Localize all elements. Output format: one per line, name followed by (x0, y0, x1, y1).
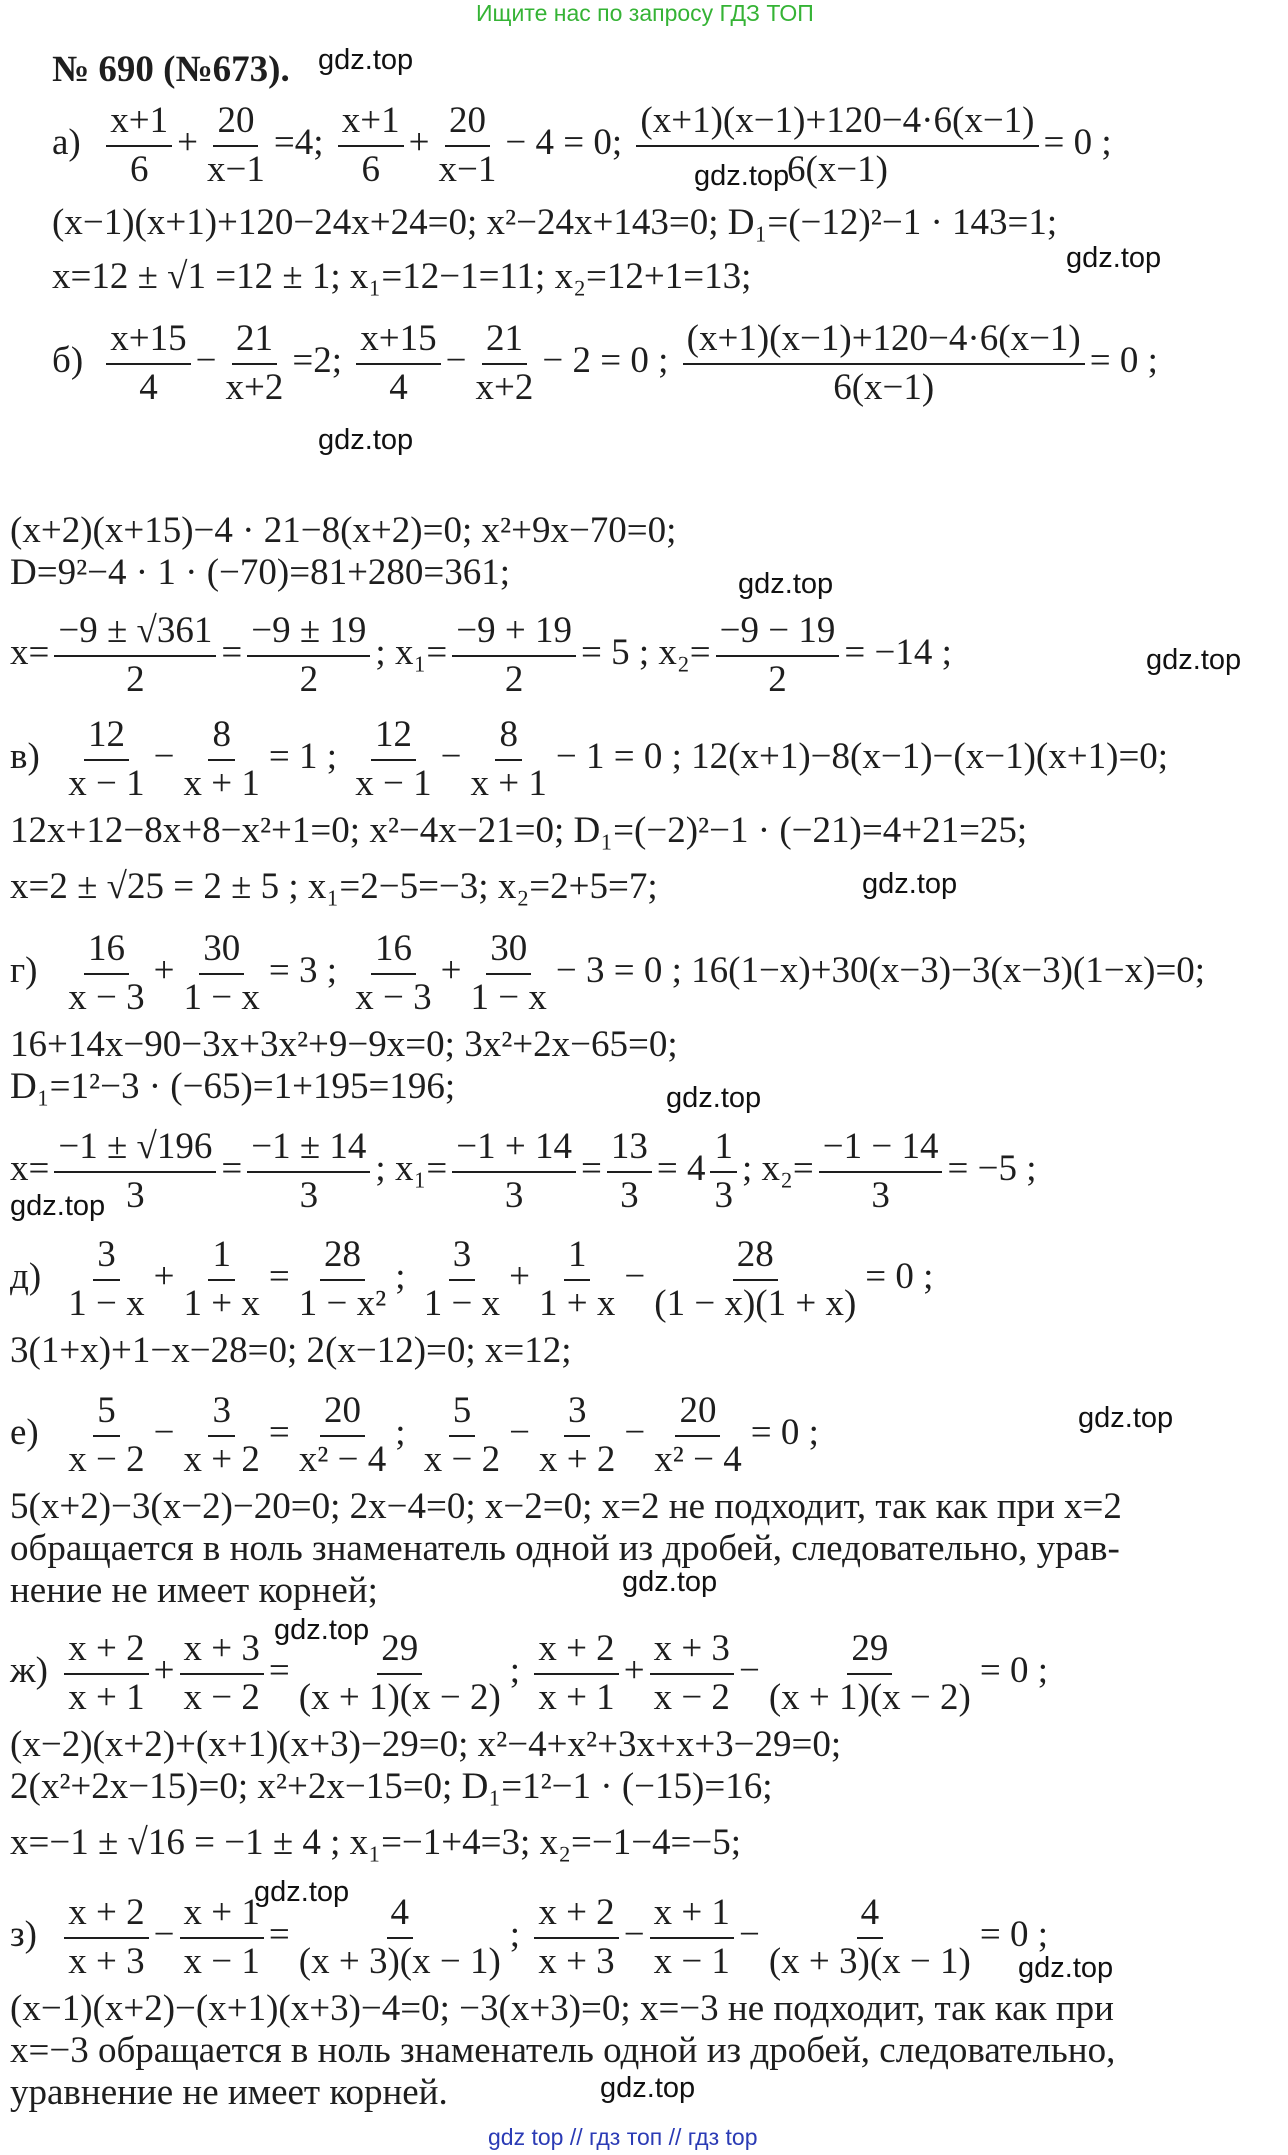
fraction: $\frac{-9 \pm √361}{2}$ (54, 610, 216, 701)
part-e-equation: е) $\frac{5}{x - 2}$ − $\frac{3}{x + 2}$ = $\frac{20}{\text{x² − 4}}$ ; $\frac{5}{x - 2}$ − $\frac{3}{x + 2}$ − $\frac{20}{\text{x² − 4}}$ = 0 ; (10, 1390, 819, 1480)
fraction: $\frac{3}{x + 2}$ (539, 1390, 616, 1480)
solution-line: D=9²−4 · 1 · (−70)=81+280=361; (10, 552, 511, 593)
fraction: $\frac{-9 - 19}{2}$ (716, 610, 840, 701)
part-label: а) (52, 122, 81, 164)
fraction: $\frac{(x+1)(x-1)+120-4\cdot 6(x-1)}{6(x-1)}$ (683, 318, 1085, 409)
part-label: ж) (10, 1650, 48, 1692)
solution-line: x=2 ± √25 = 2 ± 5 ; x₁=2−5=−3; x₂=2+5=7; (10, 866, 658, 907)
fraction: $\frac{x + 1}{x - 1}$ (650, 1892, 734, 1983)
fraction: $\frac{x+1}{6}$ (106, 100, 172, 191)
watermark: gdz.top (1078, 1402, 1174, 1434)
fraction: $\frac{30}{1 - x}$ (470, 928, 547, 1018)
fraction: $\frac{20}{x-1}$ (438, 100, 497, 190)
solution-line: (x−2)(x+2)+(x+1)(x+3)−29=0; x²−4+x²+3x+x+3−29=0; (10, 1724, 842, 1765)
solution-line: (x−1)(x+2)−(x+1)(x+3)−4=0; −3(x+3)=0; x=−3 не подходит, так как при (10, 1988, 1114, 2029)
solution-line: 5(x+2)−3(x−2)−20=0; 2x−4=0; x−2=0; x=2 не подходит, так как при x=2 (10, 1486, 1122, 1527)
fraction: $\frac{20}{x-1}$ (207, 100, 265, 190)
solution-line: нение не имеет корней; (10, 1570, 378, 1611)
fraction: $\frac{30}{1 - x}$ (183, 928, 260, 1018)
watermark: gdz.top (1018, 1952, 1114, 1984)
solution-line: (x+2)(x+15)−4 · 21−8(x+2)=0; x²+9x−70=0; (10, 510, 677, 551)
fraction: $\frac{-1 - 14}{3}$ (819, 1126, 943, 1217)
fraction: $\frac{28}{\text{1 − x²}}$ (298, 1234, 387, 1324)
fraction: $\frac{(x+1)(x-1)+120-4\cdot 6(x-1)}{6(x-1)}$ (636, 100, 1038, 191)
fraction: $\frac{4}{(x + 3)(x - 1)}$ (768, 1892, 971, 1982)
watermark: gdz.top (1146, 644, 1242, 676)
fraction: $\frac{x + 2}{x + 1}$ (64, 1628, 148, 1719)
fraction: $\frac{20}{\text{x² − 4}}$ (654, 1390, 742, 1480)
watermark: gdz.top (274, 1614, 370, 1646)
watermark: gdz.top (254, 1876, 350, 1908)
search-banner: Ищите нас по запросу ГДЗ ТОП (476, 0, 814, 26)
watermark: gdz.top (622, 1566, 718, 1598)
part-label: д) (10, 1256, 42, 1298)
fraction: $\frac{3}{1 - x}$ (423, 1234, 501, 1324)
fraction: $\frac{1}{1 + x}$ (183, 1234, 260, 1324)
solution-line: x=−1 ± √16 = −1 ± 4 ; x₁=−1+4=3; x₂=−1−4=−5; (10, 1822, 742, 1863)
part-z-equation: з) $\frac{x + 2}{x + 3}$ − $\frac{x + 1}{x - 1}$ = $\frac{4}{(x + 3)(x - 1)}$ ; $\frac{x + 2}{x + 3}$ − $\frac{x + 1}{x - 1}$ − $\frac{4}{(x + 3)(x - 1)}$ = 0 ; (10, 1892, 1048, 1982)
fraction: $\frac{5}{x - 2}$ (68, 1390, 145, 1480)
fraction: $\frac{29}{(x + 1)(x - 2)}$ (298, 1628, 501, 1718)
solution-line: 3(1+x)+1−x−28=0; 2(x−12)=0; x=12; (10, 1330, 572, 1371)
fraction: $\frac{16}{x - 3}$ (68, 928, 145, 1018)
fraction: $\frac{8}{x + 1}$ (470, 714, 547, 804)
fraction: $\frac{28}{(1 - x)(1 + x)}$ (654, 1234, 857, 1324)
solution-line: x=12 ± √1 =12 ± 1; x₁=12−1=11; x₂=12+1=13; (52, 256, 752, 297)
part-b-equation: б) $\frac{x+15}{4}$ − $\frac{21}{x+2}$ =2; $\frac{x+15}{4}$ − $\frac{21}{x+2}$ − 2 = 0 ; $\frac{(x+1)(x-1)+120-4\cdot 6(x-1)}{6(x-1)}$ = 0 ; (52, 318, 1158, 408)
fraction: $\frac{-1 + 14}{3}$ (452, 1126, 576, 1217)
fraction: $\frac{21}{x+2}$ (475, 318, 534, 408)
fraction: $\frac{3}{1 - x}$ (68, 1234, 145, 1324)
fraction: $\frac{x + 2}{x + 3}$ (64, 1892, 148, 1983)
part-label: з) (10, 1914, 37, 1956)
watermark: gdz.top (738, 568, 834, 600)
part-label: б) (52, 340, 84, 382)
fraction: $\frac{x+15}{4}$ (106, 318, 190, 409)
watermark: gdz.top (694, 160, 790, 192)
fraction: $\frac{8}{x + 1}$ (183, 714, 260, 804)
fraction: $\frac{x + 3}{x - 2}$ (180, 1628, 264, 1719)
part-a-equation: а) $\frac{x+1}{6}$ + $\frac{20}{x-1}$ =4; $\frac{x+1}{6}$ + $\frac{20}{x-1}$ − 4 = 0; $\frac{(x+1)(x-1)+120-4\cdot 6(x-1)}{6(x-1)}$ = 0 ; (52, 100, 1112, 190)
watermark: gdz.top (318, 44, 414, 76)
watermark: gdz.top (666, 1082, 762, 1114)
fraction: $\frac{21}{x+2}$ (225, 318, 284, 408)
fraction: $\frac{12}{x - 1}$ (68, 714, 145, 804)
fraction: $\frac{13}{3}$ (607, 1126, 652, 1217)
fraction: $\frac{-1 \pm 14}{3}$ (247, 1126, 370, 1217)
fraction: $\frac{3}{x + 2}$ (183, 1390, 260, 1480)
fraction: $\frac{x+15}{4}$ (356, 318, 440, 409)
fraction: $\frac{29}{(x + 1)(x - 2)}$ (768, 1628, 971, 1718)
footer-links: gdz top // гдз топ // гдз top (488, 2124, 758, 2150)
fraction: $\frac{4}{(x + 3)(x - 1)}$ (298, 1892, 501, 1982)
solution-line: x= $\frac{-9 \pm √361}{2}$ = $\frac{-9 \pm 19}{2}$ ; x₁= $\frac{-9 + 19}{2}$ = 5 ; x₂= $\frac{-9 - 19}{2}$ = −14 ; (10, 610, 952, 700)
part-v-equation: в) $\frac{12}{x - 1}$ − $\frac{8}{x + 1}$ = 1 ; $\frac{12}{x - 1}$ − $\frac{8}{x + 1}$ − 1 = 0 ; 12(x+1)−8(x−1)−(x−1)(x+1)=0; (10, 714, 1169, 804)
fraction: $\frac{5}{x - 2}$ (423, 1390, 501, 1480)
problem-title: № 690 (№673). (52, 49, 290, 90)
solution-line: уравнение не имеет корней. (10, 2072, 448, 2113)
solution-line: 2(x²+2x−15)=0; x²+2x−15=0; D₁=1²−1 · (−15)=16; (10, 1766, 773, 1807)
fraction: $\frac{x + 1}{x - 1}$ (180, 1892, 264, 1983)
fraction: $\frac{20}{\text{x² − 4}}$ (298, 1390, 387, 1480)
part-label: е) (10, 1412, 39, 1454)
watermark: gdz.top (600, 2072, 696, 2104)
part-g-equation: г) $\frac{16}{x - 3}$ + $\frac{30}{1 - x}$ = 3 ; $\frac{16}{x - 3}$ + $\frac{30}{1 - x}$ − 3 = 0 ; 16(1−x)+30(x−3)−3(x−3)(1−x)=0; (10, 928, 1206, 1018)
solution-line: D₁=1²−3 · (−65)=1+195=196; (10, 1066, 456, 1107)
fraction: $\frac{x + 2}{x + 1}$ (534, 1628, 618, 1719)
fraction: $\frac{1}{3}$ (710, 1126, 737, 1217)
part-zh-equation: ж) $\frac{x + 2}{x + 1}$ + $\frac{x + 3}{x - 2}$ = $\frac{29}{(x + 1)(x - 2)}$ ; $\frac{x + 2}{x + 1}$ + $\frac{x + 3}{x - 2}$ − $\frac{29}{(x + 1)(x - 2)}$ = 0 ; (10, 1628, 1048, 1718)
solution-line: 12x+12−8x+8−x²+1=0; x²−4x−21=0; D₁=(−2)²−1 · (−21)=4+21=25; (10, 810, 1028, 851)
solution-line: 16+14x−90−3x+3x²+9−9x=0; 3x²+2x−65=0; (10, 1024, 678, 1065)
part-label: в) (10, 736, 40, 778)
solution-line: (x−1)(x+1)+120−24x+24=0; x²−24x+143=0; D₁=(−12)²−1 · 143=1; (52, 202, 1058, 243)
solution-line: x= $\frac{-1 \pm √196}{3}$ = $\frac{-1 \pm 14}{3}$ ; x₁= $\frac{-1 + 14}{3}$ = $\frac{13}{3}$ = 4 $\frac{1}{3}$ ; x₂= $\frac{-1 - 14}{3}$ = −5 ; (10, 1126, 1037, 1216)
watermark: gdz.top (1066, 242, 1162, 274)
fraction: $\frac{12}{x - 1}$ (355, 714, 432, 804)
fraction: $\frac{x + 3}{x - 2}$ (650, 1628, 734, 1719)
watermark: gdz.top (10, 1190, 106, 1222)
solution-line: обращается в ноль знаменатель одной из дробей, следовательно, урав- (10, 1528, 1120, 1569)
fraction: $\frac{1}{1 + x}$ (539, 1234, 616, 1324)
watermark: gdz.top (318, 424, 414, 456)
part-d-equation: д) $\frac{3}{1 - x}$ + $\frac{1}{1 + x}$ = $\frac{28}{\text{1 − x²}}$ ; $\frac{3}{1 - x}$ + $\frac{1}{1 + x}$ − $\frac{28}{(1 - x)(1 + x)}$ = 0 ; (10, 1234, 934, 1324)
part-label: г) (10, 950, 38, 992)
fraction: $\frac{-9 \pm 19}{2}$ (247, 610, 370, 701)
solution-line: x=−3 обращается в ноль знаменатель одной из дробей, следовательно, (10, 2030, 1116, 2071)
fraction: $\frac{-9 + 19}{2}$ (452, 610, 576, 701)
watermark: gdz.top (862, 868, 958, 900)
fraction: $\frac{-1 \pm √196}{3}$ (54, 1126, 216, 1217)
fraction: $\frac{16}{x - 3}$ (355, 928, 432, 1018)
fraction: $\frac{x+1}{6}$ (338, 100, 404, 191)
fraction: $\frac{x + 2}{x + 3}$ (534, 1892, 618, 1983)
